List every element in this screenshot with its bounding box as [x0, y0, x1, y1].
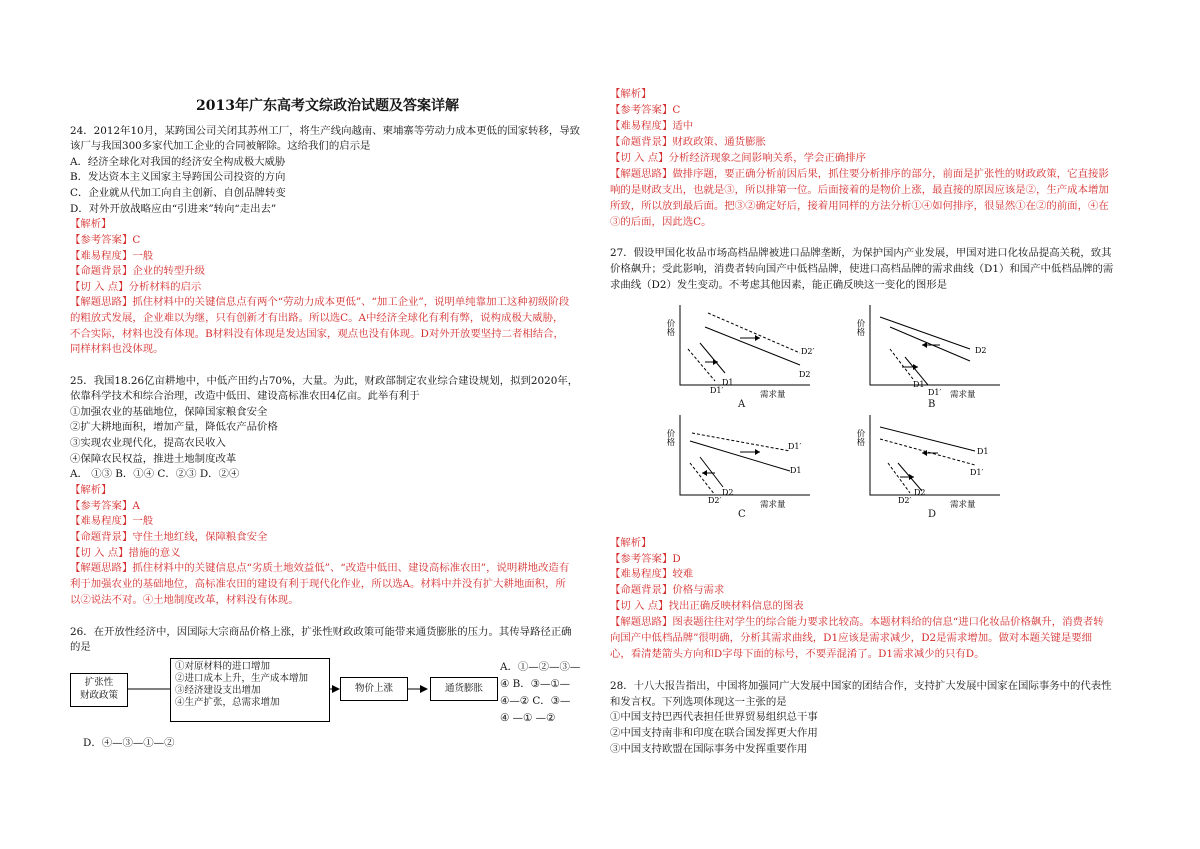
flow-step-3: ③经济建设支出增加: [175, 685, 261, 696]
flow-step-2: ②进口成本上升，生产成本增加: [175, 673, 309, 684]
demand-curve: [692, 433, 790, 451]
right-line-2: 【参考答案】C: [610, 104, 681, 116]
arrow-head: [755, 335, 760, 341]
demand-curve: [890, 327, 970, 361]
curve-label: D2′: [898, 496, 912, 505]
demand-curve: [688, 349, 715, 381]
left-line-5: C．企业就从代加工向自主创新、自创品牌转变: [70, 187, 286, 199]
right2-line-5: 【切 入 点】找出正确反映材料信息的图表: [610, 600, 804, 612]
y-axis-label: 价格: [855, 319, 865, 336]
q26-option-d: D．④—③—①—②: [83, 737, 175, 749]
left-line-6: D．对外开放战略应由“引进来”转向“走出去”: [70, 203, 277, 215]
curve-label: D2: [722, 488, 734, 497]
flow-diagram: [70, 655, 510, 730]
left-line-15: 同样材料也没体现。: [70, 343, 164, 355]
right2-line-10: 和发言权。下列选项体现这一主张的是: [610, 696, 787, 708]
left-line-22: A． ①③ B．①④ C．②③ D．②④: [70, 468, 240, 480]
curve-label: D1: [790, 466, 802, 475]
curve-label: D1′: [928, 388, 942, 397]
flow-middle-box: [170, 658, 330, 722]
left-line-7: 【解析】: [70, 218, 112, 230]
right-line-1: 【解析】: [610, 88, 652, 100]
left-line-16: 25．我国18.26亿亩耕地中，中低产田约占70%，大量。为此，财政部制定农业综合建设规划，拟到2020年，: [70, 375, 579, 387]
flow-price-box: 物价上涨: [340, 677, 408, 701]
right2-line-4: 【命题背景】价格与需求: [610, 584, 725, 596]
demand-curve: [700, 457, 723, 487]
left-line-17: 依靠科学技术和综合治理，改造中低田、建设高标准农田4亿亩。此举有利于: [70, 390, 420, 402]
right2-line-12: ②中国支持南非和印度在联合国发挥更大作用: [610, 727, 818, 739]
left-line-14: 不合实际，材料也没有体现。B材料没有体现是发达国家，观点也没有体现。D对外开放要坚持二者相结合，: [70, 328, 564, 340]
left-line-24: 【参考答案】A: [70, 500, 140, 512]
x-axis-label: 需求量: [950, 390, 976, 400]
left-line-21: ④保障农民权益，推进土地制度改革: [70, 453, 237, 465]
curve-label: D1′: [970, 468, 984, 477]
left-line-19: ②扩大耕地面积，增加产量，降低农产品价格: [70, 421, 278, 433]
curve-label: D1: [913, 380, 925, 389]
right2-line-1: 【解析】: [610, 537, 652, 549]
left-line-4: B．发达资本主义国家主导跨国公司投资的方向: [70, 171, 286, 183]
left-line-2: 该厂与我国300多家代加工企业的合同被解除。这给我们的启示是: [70, 140, 371, 152]
right2-line-8: 心，看清楚箭头方向和D字母下面的标号，不要弄混淆了。D1需求减少的只有D。: [610, 648, 985, 660]
left-line-30: 以②说法不对。④土地制度改革，材料没有体现。: [70, 594, 299, 606]
left-line-32: 的是: [70, 641, 91, 653]
left-line-31: 26．在开放性经济中，因国际大宗商品价格上涨，扩张性财政政策可能带来通货膨胀的压力。其传导路径正确: [70, 626, 572, 638]
curve-label: D1′: [788, 442, 802, 451]
left-line-18: ①加强农业的基础地位，保障国家粮食安全: [70, 406, 268, 418]
demand-curve: [690, 441, 790, 471]
chart-a-svg: [660, 305, 815, 405]
curve-label: D2′: [708, 496, 722, 505]
right2-line-9: 28．十八大报告指出，中国将加强同广大发展中国家的团结合作，支持扩大发展中国家在国际事务中的代表性: [610, 680, 1112, 692]
flow-start-box: 扩张性 财政政策: [70, 673, 128, 707]
left-line-9: 【难易程度】一般: [70, 250, 154, 262]
right2-line-2: 【参考答案】D: [610, 553, 681, 565]
left-line-10: 【命题背景】企业的转型升级: [70, 265, 206, 277]
chart-a: [660, 305, 815, 410]
left-line-8: 【参考答案】C: [70, 234, 141, 246]
right-line-3: 【难易程度】适中: [610, 120, 694, 132]
q26-option-line-2: ④ B．③—①—: [500, 678, 571, 690]
right-line-6: 【解题思路】做排序题，要正确分析前因后果，抓住要分析排序的部分，前面是扩张性的财政政策，它直接影: [610, 168, 1109, 180]
curve-label: D1: [722, 378, 734, 387]
left-line-13: 的粗放式发展，企业难以为继，只有创新才有出路。所以选C。A中经济全球化有利有弊，说构成极大威胁，: [70, 312, 564, 324]
left-line-3: A．经济全球化对我国的经济安全构成极大威胁: [70, 156, 286, 168]
left-line-20: ③实现农业现代化，提高农民收入: [70, 437, 226, 449]
x-axis-label: 需求量: [760, 500, 786, 510]
y-axis-label: 价格: [665, 429, 675, 446]
y-axis-label: 价格: [855, 429, 865, 446]
left-line-1: 24．2012年10月，某跨国公司关闭其苏州工厂，将生产线向越南、柬埔寨等劳动力成本更低的国家转移，导致: [70, 125, 581, 137]
right2-line-11: ①中国支持巴西代表担任世界贸易组织总干事: [610, 711, 818, 723]
flow-end-box: 通货膨胀: [430, 677, 498, 701]
right2-line-3: 【难易程度】较难: [610, 568, 694, 580]
q26-option-line-4: ④ —① —②: [500, 712, 556, 724]
flow-step-4: ④生产扩张，总需求增加: [175, 697, 280, 708]
curve-label: D1′: [710, 386, 724, 395]
left-line-25: 【难易程度】一般: [70, 515, 154, 527]
right-line-9: ③的后面，因此选C。: [610, 216, 712, 228]
y-axis-label: 价格: [665, 319, 675, 336]
right-line-7: 响的是财政支出，也就是③，所以排第一位。后面接着的是物价上涨，最直接的原因应该是②，生产成本增加: [610, 184, 1109, 196]
right-line-10: 27．假设甲国化妆品市场高档品牌被进口品牌垄断，为保护国内产业发展，甲国对进口化妆品提高关税，致其: [610, 247, 1112, 259]
right-line-12: 求曲线（D2）发生变动。不考虑其他因素，能正确反映这一变化的图形是: [610, 279, 948, 291]
chart-c: [660, 415, 810, 518]
q26-option-line-1: A．①—②—③—: [500, 661, 581, 673]
left-line-27: 【切 入 点】措施的意义: [70, 547, 181, 559]
arrow-head: [755, 449, 760, 455]
left-line-28: 【解题思路】抓住材料中的关键信息点“劣质土地效益低”、“改造中低田、建设高标准农田”，说明耕地改造有: [70, 562, 570, 574]
left-line-12: 【解题思路】抓住材料中的关键信息点有两个“劳动力成本更低”、“加工企业”，说明单纯靠加工这种初级阶段: [70, 296, 570, 308]
demand-curve: [700, 343, 725, 373]
chart-option-label: D: [928, 509, 937, 520]
curve-label: D2′: [801, 347, 815, 356]
left-line-29: 利于加强农业的基础地位，高标准农田的建设有利于现代化作业，所以选A。材料中并没有扩大耕地面积，所: [70, 578, 566, 590]
left-line-26: 【命题背景】守住土地红线，保障粮食安全: [70, 531, 268, 543]
curve-label: D2: [914, 488, 926, 497]
q26-option-line-3: ④—② C．③—: [500, 695, 571, 707]
right-line-11: 价格飙升；受此影响，消费者转向国产中低档品牌，使进口高档品牌的需求曲线（D1）和国产中低档品牌的需: [610, 263, 1114, 275]
chart-option-label: B: [928, 399, 936, 410]
chart-d-svg: [850, 415, 1000, 515]
chart-b-svg: [850, 305, 1000, 405]
demand-curve: [690, 463, 715, 495]
curve-label: D2: [975, 346, 987, 355]
arrow-head: [702, 470, 707, 476]
chart-option-label: C: [738, 509, 746, 520]
chart-option-label: A: [738, 399, 746, 410]
chart-c-svg: [660, 415, 810, 515]
curve-label: D1: [977, 447, 989, 456]
right2-line-13: ③中国支持欧盟在国际事务中发挥重要作用: [610, 743, 808, 755]
x-axis-label: 需求量: [760, 390, 786, 400]
demand-curve: [705, 327, 800, 365]
flow-step-1: ①对原材料的进口增加: [175, 661, 271, 672]
demand-curve: [880, 439, 975, 465]
chart-b: [850, 305, 1000, 408]
chart-axes: [680, 415, 810, 495]
right-line-4: 【命题背景】财政政策、通货膨胀: [610, 136, 766, 148]
chart-d: [850, 415, 1000, 518]
curve-label: D2: [799, 370, 811, 379]
left-line-11: 【切 入 点】分析材料的启示: [70, 281, 202, 293]
right2-line-6: 【解题思路】图表题往往对学生的综合能力要求比较高。本题材料给的信息“进口化妆品价格飙升，消费者转: [610, 616, 1104, 628]
page-title: 2013年广东高考文综政治试题及答案详解: [196, 98, 459, 114]
left-line-23: 【解析】: [70, 484, 112, 496]
right2-line-7: 向国产中低档品牌”很明确，分析其需求曲线，D1应该是需求减少，D2是需求增加。做对本题关键是要细: [610, 632, 1092, 644]
right-line-8: 所致，所以放到最后面。把③②确定好后，接着用同样的方法分析①④如何排序，很显然①在②的前面，④在: [610, 200, 1109, 212]
arrow-head: [922, 342, 927, 348]
demand-curve: [890, 349, 913, 379]
demand-curve: [888, 463, 910, 493]
chart-axes: [680, 305, 810, 385]
demand-curve: [880, 427, 975, 451]
right-line-5: 【切 入 点】分析经济现象之间影响关系，学会正确排序: [610, 152, 866, 164]
x-axis-label: 需求量: [950, 500, 976, 510]
